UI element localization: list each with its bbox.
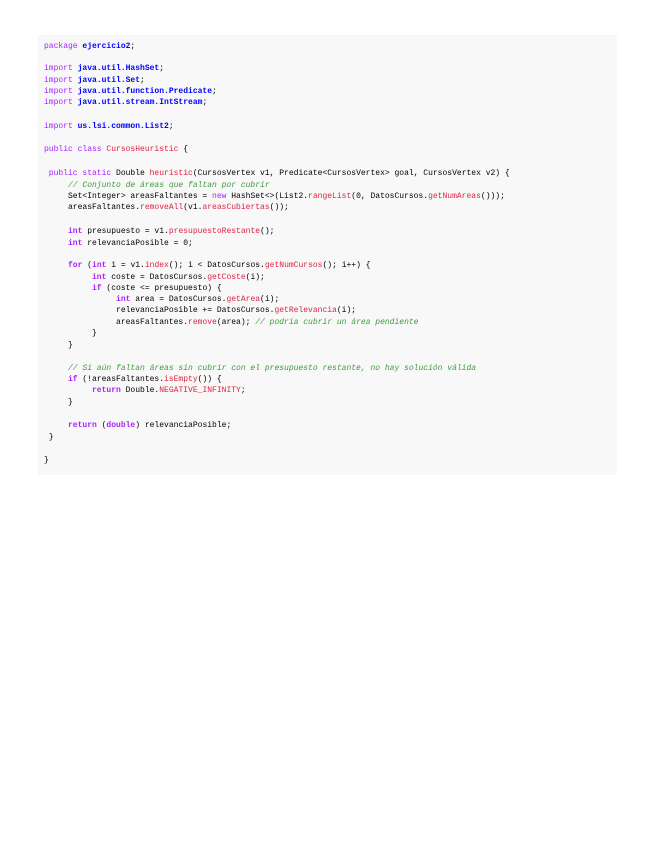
code-line: [44, 284, 222, 294]
code-line: [44, 98, 207, 108]
code-line: [44, 227, 274, 237]
code-token: import: [44, 87, 78, 96]
code-token: index: [144, 261, 169, 270]
code-token: }: [44, 329, 97, 338]
code-line: [44, 386, 246, 396]
code-line: [44, 169, 510, 179]
code-token: int: [44, 239, 88, 248]
code-line: [44, 375, 222, 385]
code-token: CursosHeuristic: [106, 145, 179, 154]
code-token: (!areasFaltantes.: [82, 375, 165, 384]
code-token: int: [44, 227, 88, 236]
code-token: relevanciaPosible += DatosCursos.: [44, 306, 275, 315]
code-token: import: [44, 122, 78, 131]
code-token: ;: [202, 98, 208, 107]
code-line: [44, 364, 476, 374]
code-token: import: [44, 64, 78, 73]
code-token: (area);: [216, 318, 256, 327]
code-token: getNumCursos: [264, 261, 323, 270]
code-line: [44, 261, 371, 271]
code-token: ;: [130, 42, 136, 51]
code-token: ;: [140, 76, 145, 85]
code-token: ejercicio2: [82, 42, 131, 51]
code-token: ;: [212, 87, 217, 96]
code-token: java.util.function.Predicate: [77, 87, 213, 96]
code-token: Set<Integer> areasFaltantes =: [44, 192, 213, 201]
code-token: (v1.: [183, 203, 203, 212]
code-token: presupuestoRestante: [168, 227, 261, 236]
code-line: [44, 181, 270, 191]
code-token: int: [44, 295, 136, 304]
code-token: ());: [269, 203, 289, 212]
code-token: isEmpty: [164, 375, 198, 384]
code-line: [44, 398, 73, 408]
code-line: [44, 64, 164, 74]
code-token: ()) {: [197, 375, 222, 384]
code-token: HashSet<>(List2.: [231, 192, 309, 201]
code-token: return: [44, 386, 126, 395]
code-token: (CursosVertex v1, Predicate<CursosVertex> goal, CursosVertex v2) {: [192, 169, 510, 178]
code-token: double: [106, 421, 136, 430]
code-token: getNumAreas: [428, 192, 481, 201]
code-token: areasCubiertas: [202, 203, 270, 212]
code-token: for: [44, 261, 88, 270]
code-token: (0, DatosCursos.: [351, 192, 429, 201]
code-line: [44, 239, 193, 249]
code-token: ()));: [480, 192, 505, 201]
code-token: }: [44, 433, 54, 442]
code-token: i = v1.: [111, 261, 145, 270]
code-line: [44, 203, 289, 213]
code-token: int: [44, 273, 112, 282]
code-line: [44, 273, 265, 283]
code-token: java.util.stream.IntStream: [77, 98, 203, 107]
code-token: import: [44, 76, 78, 85]
code-line: [44, 122, 174, 132]
code-token: new: [212, 192, 232, 201]
code-token: area = DatosCursos.: [135, 295, 227, 304]
code-token: presupuesto = v1.: [87, 227, 169, 236]
code-token: public class: [44, 145, 107, 154]
code-token: (i);: [336, 306, 357, 315]
code-line: [44, 341, 73, 351]
code-token: if: [44, 284, 107, 293]
code-token: remove: [188, 318, 217, 327]
code-token: removeAll: [140, 203, 184, 212]
code-token: (coste <= presupuesto) {: [106, 284, 222, 293]
code-token: java.util.Set: [77, 76, 141, 85]
code-token: ;: [240, 386, 246, 395]
code-line: [44, 421, 231, 431]
code-token: }: [44, 456, 49, 465]
code-token: java.util.HashSet: [77, 64, 160, 73]
code-token: int: [92, 261, 112, 270]
code-token: package: [44, 42, 83, 51]
code-token: getCoste: [207, 273, 246, 282]
code-token: heuristic: [149, 169, 193, 178]
code-line: [44, 306, 356, 316]
code-token: coste = DatosCursos.: [111, 273, 208, 282]
code-line: [44, 433, 54, 443]
code-token: ();: [260, 227, 275, 236]
code-token: // podría cubrir un área pendiente: [255, 318, 419, 327]
code-token: // Conjunto de áreas que faltan por cubrir: [44, 181, 270, 190]
code-token: {: [178, 145, 189, 154]
code-line: [44, 329, 97, 339]
code-token: (); i < DatosCursos.: [168, 261, 265, 270]
code-token: relevanciaPosible = 0;: [87, 239, 193, 248]
code-token: import: [44, 98, 78, 107]
code-token: Double.: [125, 386, 160, 395]
code-token: rangeList: [308, 192, 352, 201]
code-token: }: [44, 341, 73, 350]
code-token: areasFaltantes.: [44, 203, 141, 212]
code-line: [44, 145, 188, 155]
code-line: [44, 295, 279, 305]
code-token: (i);: [260, 295, 280, 304]
code-line: [44, 76, 145, 86]
code-line: [44, 192, 505, 202]
code-token: getArea: [226, 295, 261, 304]
code-line: [44, 456, 49, 466]
code-token: NEGATIVE_INFINITY: [159, 386, 241, 395]
code-token: Double: [116, 169, 150, 178]
code-token: }: [44, 398, 73, 407]
code-token: ) relevanciaPosible;: [135, 421, 232, 430]
code-token: (i);: [245, 273, 265, 282]
code-token: us.lsi.common.List2: [77, 122, 169, 131]
code-line: [44, 318, 418, 328]
code-token: areasFaltantes.: [44, 318, 189, 327]
code-token: ;: [159, 64, 165, 73]
code-token: (: [101, 421, 107, 430]
code-token: return: [44, 421, 102, 430]
code-token: public static: [44, 169, 117, 178]
code-token: (: [87, 261, 93, 270]
code-token: (); i++) {: [322, 261, 371, 270]
code-line: [44, 42, 135, 52]
code-block: [38, 35, 617, 475]
code-token: ;: [168, 122, 174, 131]
code-token: getRelevancia: [274, 306, 337, 315]
code-token: if: [44, 375, 83, 384]
code-token: // Si aún faltan áreas sin cubrir con el presupuesto restante, no hay solución válida: [44, 364, 477, 373]
code-line: [44, 87, 217, 97]
